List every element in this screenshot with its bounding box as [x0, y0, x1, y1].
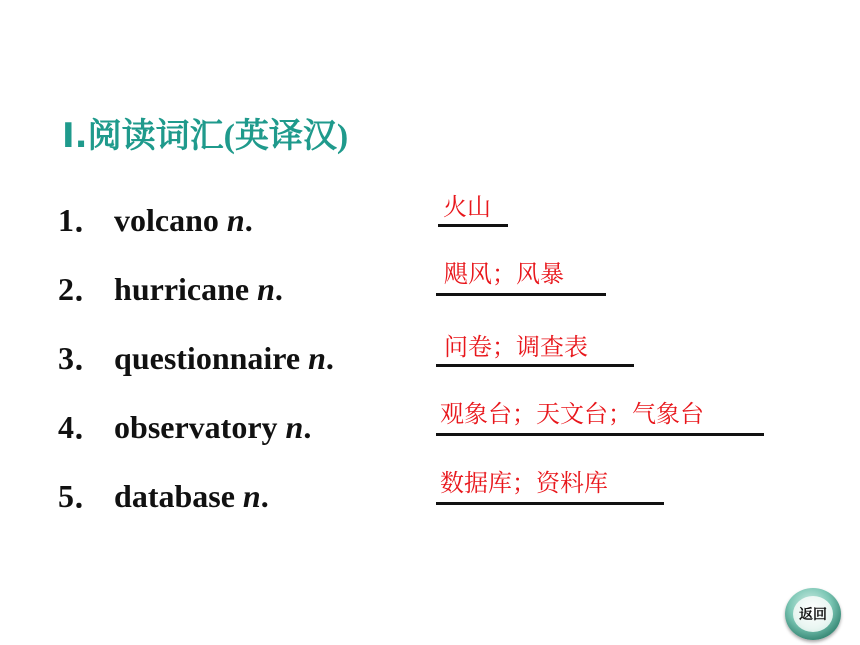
item-number: 5． [58, 478, 107, 514]
vocab-term [58, 338, 334, 378]
item-number: 4． [58, 409, 107, 445]
back-button-label: 返回 [793, 596, 833, 632]
item-number: 1． [58, 202, 107, 238]
answer-underline [436, 433, 764, 436]
vocab-item [58, 393, 838, 449]
section-title-main: Ⅰ.阅读词汇 [62, 116, 224, 156]
item-word: observatory [114, 409, 278, 445]
vocab-term [58, 269, 283, 309]
back-button[interactable] [785, 588, 841, 640]
answer-text: 数据库；资料库 [440, 469, 608, 497]
section-title [62, 112, 348, 161]
answer-underline [436, 364, 634, 367]
vocab-term [58, 407, 311, 447]
item-number: 3． [58, 340, 107, 376]
item-word: hurricane [114, 271, 250, 307]
item-pos: n [226, 202, 245, 238]
item-pos: n [308, 340, 326, 376]
item-pos: n [242, 478, 261, 514]
answer-underline [438, 224, 508, 227]
answer-text: 飓风；风暴 [444, 260, 564, 288]
item-word: volcano [114, 202, 219, 238]
vocab-item [58, 186, 838, 242]
item-word: questionnaire [114, 340, 301, 376]
vocab-item [58, 255, 838, 311]
answer-text: 问卷；调查表 [444, 333, 588, 361]
vocab-item [58, 462, 838, 518]
answer-text: 观象台；天文台；气象台 [440, 400, 704, 428]
section-title-paren: (英译汉) [223, 118, 349, 155]
vocab-item [58, 324, 838, 380]
answer-text: 火山 [443, 193, 491, 221]
item-word: database [114, 478, 235, 514]
vocab-term [58, 476, 269, 516]
item-number: 2． [58, 271, 107, 307]
answer-underline [436, 293, 606, 296]
vocab-term [58, 200, 253, 240]
item-pos: n [257, 271, 275, 307]
item-period: . [303, 409, 312, 445]
item-pos: n [285, 409, 304, 445]
item-period: . [260, 478, 269, 514]
item-period: . [325, 340, 334, 376]
item-period: . [274, 271, 283, 307]
answer-underline [436, 502, 664, 505]
item-period: . [244, 202, 253, 238]
